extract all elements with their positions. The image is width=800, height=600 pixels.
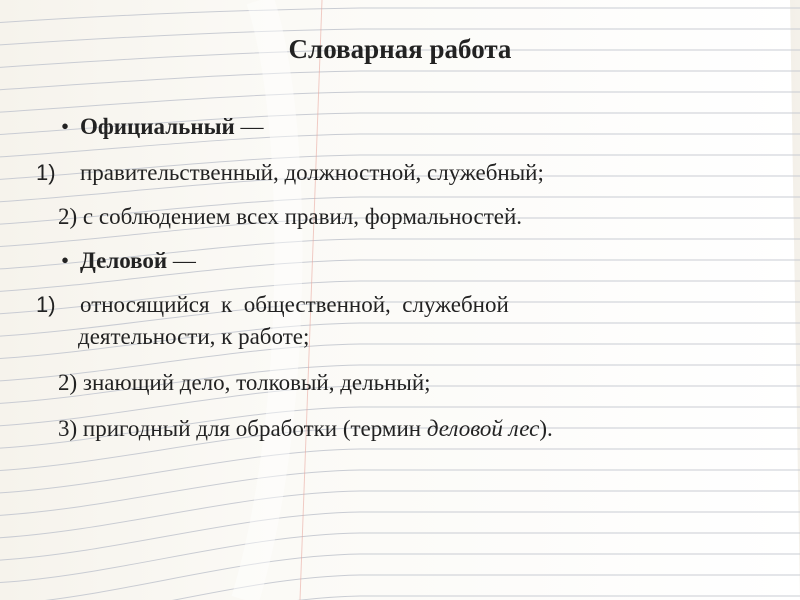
definition-text: 3) пригодный для обработки (термин [58,416,427,441]
bullet-dot: • [60,114,70,139]
definition-text: деятельности, к работе; [78,324,310,349]
definition-row-continuation [78,322,309,352]
definition-text: правительственный, должностной, служебный; [80,160,544,185]
definition-row [58,202,522,232]
number-marker: 1) [36,160,56,185]
example-term: деловой лес [426,416,540,441]
definition-text: относящийся к общественной, служебной [80,292,509,317]
definition-text: 2) знающий дело, толковый, дельный; [58,370,431,395]
slide-title: Словарная работа [288,34,512,64]
bullet-dot: • [60,248,70,273]
definition-text: 2) с соблюдением всех правил, формальностей. [58,204,523,229]
number-marker: 1) [36,292,56,317]
definition-row [58,368,431,398]
term-dash: — [234,114,264,139]
term-dash: — [167,248,196,273]
term-word: Официальный [80,114,235,139]
definition-text-end: ). [539,416,553,441]
definition-row [58,414,553,444]
term-word: Деловой [80,248,168,273]
